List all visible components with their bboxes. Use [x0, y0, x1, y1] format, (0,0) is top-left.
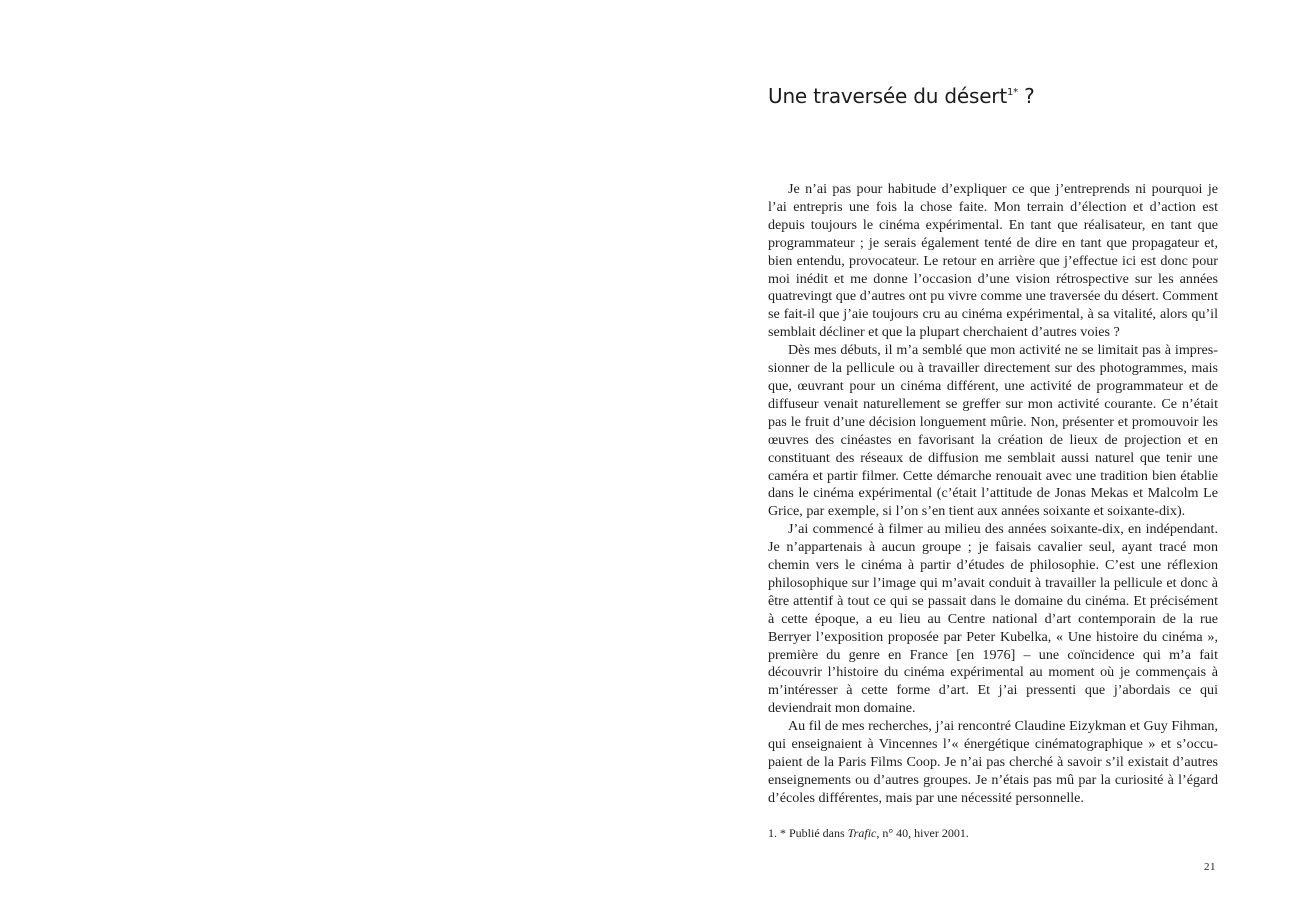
footnote-prefix: 1. * Publié dans: [768, 826, 848, 840]
body-text: [768, 181, 1218, 808]
footnote: [768, 825, 969, 841]
page-number: 21: [1204, 861, 1216, 873]
chapter-title-suffix: ?: [1017, 84, 1035, 108]
footnote-suffix: , n° 40, hiver 2001.: [876, 826, 969, 840]
paragraph-2: Dès mes débuts, il m’a semblé que mon activité ne se limitait pas à impressionner de la pellicule ou à travailler directement sur des photogrammes, mais que, œuvrant pour un cinéma différent, une activité de programmateur et de diffuseur venait naturellement se greffer sur mon activité courante. Ce n’était pas le fruit d’une décision longuement mûrie. Non, présenter et promouvoir les œuvres des cinéastes en favorisant la création de lieux de projection et en constituant des réseaux de diffusion me semblait aussi naturel que tenir une caméra et partir filmer. Cette démarche renouait avec une tradition bien établie dans le cinéma expérimental (c’était l’attitude de Jonas Mekas et Malcolm Le Grice, par exemple, si l’on s’en tient aux années soixante et soixante-dix).: [768, 342, 1218, 520]
chapter-title-text: Une traversée du désert: [768, 84, 1007, 108]
book-page: [768, 0, 1218, 913]
footnote-journal: Trafic: [847, 826, 877, 840]
paragraph-3: J’ai commencé à filmer au milieu des années soixante-dix, en indépendant. Je n’appartenais à aucun groupe ; je faisais cavalier seul, ayant tracé mon chemin vers le cinéma à partir d’études de philosophie. C’est une réflexion philosophique sur l’image qui m’avait conduit à travailler la pellicule et donc à être attentif à tout ce qui se passait dans le domaine du cinéma. Et précisément à cette époque, a eu lieu au Centre national d’art contemporain de la rue Berryer l’exposition proposée par Peter Kubelka, « Une histoire du cinéma », première du genre en France [en 1976] – une coïncidence qui m’a fait découvrir l’histoire du cinéma expérimental au moment où je commençais à m’intéresser à cette forme d’art. Et j’ai pressenti que j’abordais ce qui deviendrait mon domaine.: [768, 521, 1218, 717]
paragraph-4: Au fil de mes recherches, j’ai rencontré Claudine Eizykman et Guy Fihman, qui enseignaient à Vincennes l’« énergétique cinématographique » et s’occupaient de la Paris Films Coop. Je n’ai pas cherché à savoir s’il existait d’autres enseignements ou d’autres groupes. Je n’étais pas mû par la curiosité à l’égard d’écoles différentes, mais par une nécessité personnelle.: [768, 718, 1218, 806]
chapter-title: [768, 82, 1035, 110]
paragraph-1: Je n’ai pas pour habitude d’expliquer ce que j’entreprends ni pourquoi je l’ai entrepris une fois la chose faite. Mon terrain d’élection et d’action est depuis toujours le cinéma expérimental. En tant que réalisateur, en tant que programmateur ; je serais également tenté de dire en tant que propagateur et, bien entendu, provocateur. Le retour en arrière que j’effectue ici est donc pour moi inédit et me donne l’occasion d’une vision rétrospective sur les années quatrevingt que d’autres ont pu vivre comme une traversée du désert. Comment se fait-il que j’aie toujours cru au cinéma expérimental, à sa vitalité, alors qu’il semblait décliner et que la plupart cherchaient d’autres voies ?: [768, 181, 1218, 341]
footnote-marker: 1*: [1006, 87, 1018, 98]
